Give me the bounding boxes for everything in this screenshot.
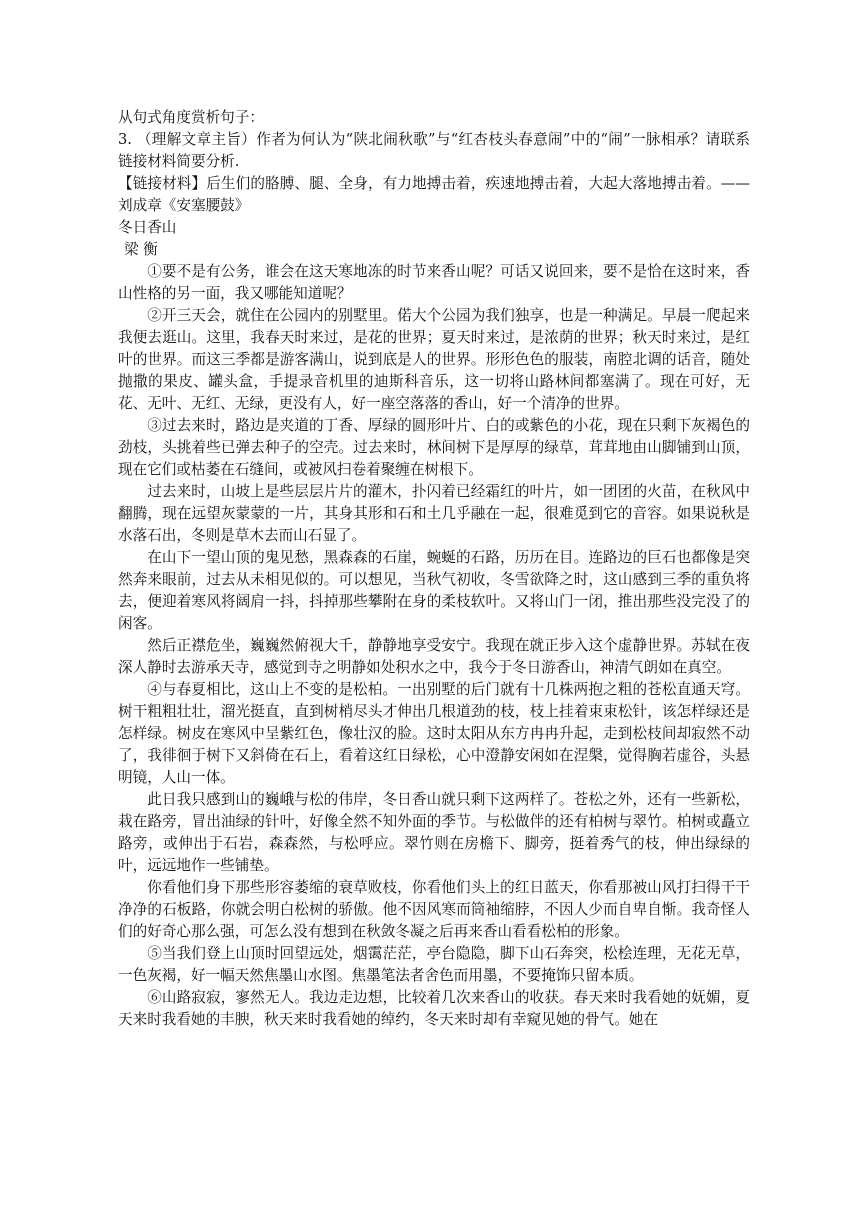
paragraph: ⑤当我们登上山顶时回望远处，烟霭茫茫，亭台隐隐，脚下山石奔突，松桧连理，无花无草，一色灰褐，好一幅天然焦墨山水图。焦墨笔法者舍色而用墨，不要掩饰只留本质。 [118, 945, 750, 984]
paragraph: 然后正襟危坐，巍巍然俯视大千，静静地享受安宁。我现在就正步入这个虚静世界。苏轼在夜深人静时去游承天寺，感觉到寺之明静如处积水之中，我今于冬日游香山，神清气朗如在真空。 [118, 637, 750, 676]
question-intro: 从句式角度赏析句子： [118, 109, 264, 126]
article-title: 冬日香山 [118, 219, 177, 236]
article-author: 梁 衡 [124, 241, 158, 258]
question-3: 3. （理解文章主旨）作者为何认为“陕北闹秋歌”与“红杏枝头春意闹”中的“闹”一脉相承？请联系链接材料简要分析. [118, 131, 750, 170]
paragraph: 此日我只感到山的巍峨与松的伟岸，冬日香山就只剩下这两样了。苍松之外，还有一些新松，栽在路旁，冒出油绿的针叶，好像全然不知外面的季节。与松做伴的还有柏树与翠竹。柏树或矗立路旁，或伸出于石岩，森森然，与松呼应。翠竹则在房檐下、脚旁，挺着秀气的枝，伸出绿绿的叶，远远地作一些铺垫。 [118, 791, 750, 874]
article-body [118, 261, 750, 1031]
paragraph: ②开三天会，就住在公园内的别墅里。偌大个公园为我们独享，也是一种满足。早晨一爬起来我便去逛山。这里，我春天时来过，是花的世界；夏天时来过，是浓荫的世界；秋天时来过，是红叶的世界。而这三季都是游客满山，说到底是人的世界。形形色色的服装，南腔北调的话音，随处抛撒的果皮、罐头盒，手提录音机里的迪斯科音乐，这一切将山路林间都塞满了。现在可好，无花、无叶、无红、无绿，更没有人，好一座空落落的香山，好一个清净的世界。 [118, 307, 750, 412]
paragraph: ③过去来时，路边是夹道的丁香、厚绿的圆形叶片、白的或紫色的小花，现在只剩下灰褐色的劲枝，头挑着些已弹去种子的空壳。过去来时，林间树下是厚厚的绿草，茸茸地由山脚铺到山顶，现在它们或枯萎在石缝间，或被风扫卷着聚缠在树根下。 [118, 417, 750, 478]
paragraph: 你看他们身下那些形容萎缩的衰草败枝，你看他们头上的红日蓝天，你看那被山风打扫得干干净净的石板路，你就会明白松树的骄傲。他不因风寒而筒袖缩脖，不因人少而自卑自惭。我奇怪人们的好奇心那么强，可怎么没有想到在秋敛冬凝之后再来香山看看松柏的形象。 [118, 879, 750, 940]
paragraph: ⑥山路寂寂，寥然无人。我边走边想，比较着几次来香山的收获。春天来时我看她的妩媚，夏天来时我看她的丰腴，秋天来时我看她的绰约，冬天来时却有幸窥见她的骨气。她在 [118, 989, 750, 1028]
paragraph: ④与春夏相比，这山上不变的是松柏。一出别墅的后门就有十几株两抱之粗的苍松直通天穹。树干粗粗壮壮，溜光挺直，直到树梢尽头才伸出几根道劲的枝，枝上挂着束束松针，该怎样绿还是怎样绿。树皮在寒风中呈紫红色，像壮汉的脸。这时太阳从东方冉冉升起，走到松枝间却寂然不动了，我徘徊于树下又斜倚在石上，看着这红日绿松，心中澄静安闲如在涅槃，觉得胸若虚谷，头悬明镜，人山一体。 [118, 681, 750, 786]
paragraph: 在山下一望山顶的鬼见愁，黑森森的石崖，蜿蜒的石路，历历在目。连路边的巨石也都像是突然奔来眼前，过去从未相见似的。可以想见，当秋气初收，冬雪欲降之时，这山感到三季的重负将去，便迎着寒风将阔肩一抖，抖掉那些攀附在身的柔枝软叶。又将山门一闭，推出那些没完没了的闲客。 [118, 549, 750, 632]
paragraph: ①要不是有公务，谁会在这天寒地冻的时节来香山呢？可话又说回来，要不是恰在这时来，香山性格的另一面，我又哪能知道呢？ [118, 263, 750, 302]
link-material: 【链接材料】后生们的胳膊、腿、全身，有力地搏击着，疾速地搏击着，大起大落地搏击着。——刘成章《安塞腰鼓》 [118, 175, 750, 214]
paragraph: 过去来时，山坡上是些层层片片的灌木，扑闪着已经霜红的叶片，如一团团的火苗，在秋风中翻腾，现在远望灰蒙蒙的一片，其身其形和石和土几乎融在一起，很难觅到它的音容。如果说秋是水落石出，冬则是草木去而山石显了。 [118, 483, 750, 544]
